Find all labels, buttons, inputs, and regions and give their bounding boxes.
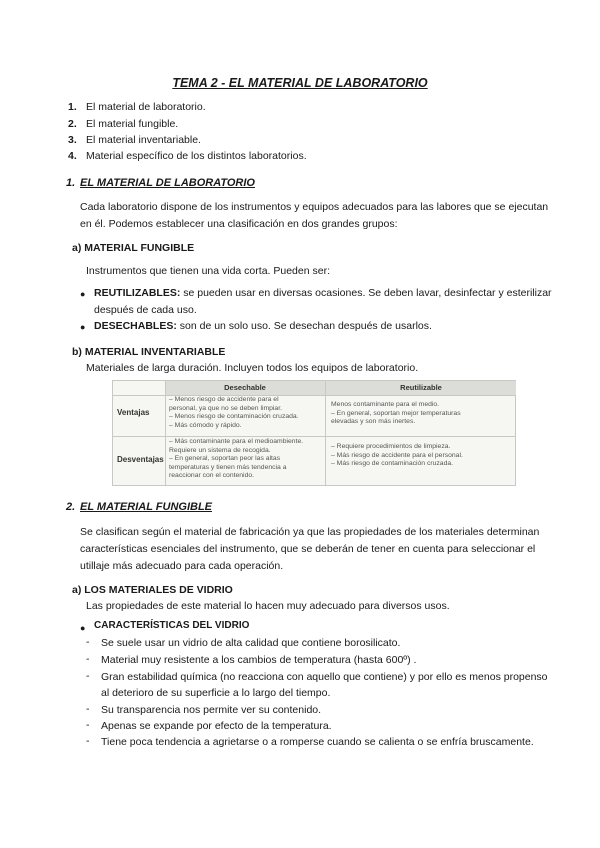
- table-cell-desventajas-reutilizable: [331, 443, 463, 469]
- cell-line: personal, ya que no se deben limpiar.: [169, 404, 282, 412]
- subsection-b-text: Materiales de larga duración. Incluyen todos los equipos de laboratorio.: [86, 362, 419, 374]
- index-item-1: [68, 100, 206, 115]
- index-item-2: [68, 117, 178, 132]
- cell-line: – Menos riesgo de contaminación cruzada.: [169, 413, 299, 421]
- cell-line: – Menos riesgo de accidente para el: [169, 396, 279, 403]
- table-row-label-desventajas: Desventajas: [117, 455, 164, 464]
- section-number: 2.: [66, 501, 76, 513]
- cell-line: – Requiere procedimientos de limpieza.: [331, 443, 451, 450]
- cell-line: – Más contaminante para el medioambiente.: [169, 438, 304, 445]
- cell-line: – Más cómodo y rápido.: [169, 421, 242, 429]
- section-1-heading: [66, 177, 255, 189]
- section-1-intro-line-1: Cada laboratorio dispone de los instrumentos y equipos adecuados para las labores que se ejecutan: [80, 201, 549, 213]
- characteristic-item: Gran estabilidad química (no reacciona con aquello que contiene) y por ello es menos propenso: [101, 671, 548, 683]
- subsection-title: MATERIAL FUNGIBLE: [84, 242, 195, 254]
- bullet-icon: ●: [80, 623, 86, 633]
- characteristics-heading: CARACTERÍSTICAS DEL VIDRIO: [94, 620, 250, 631]
- section-title: EL MATERIAL FUNGIBLE: [80, 501, 212, 513]
- cell-line: – Más riesgo de accidente para el personal.: [331, 451, 463, 459]
- bullet-desechables: [94, 319, 432, 334]
- subsection-a-text: Instrumentos que tienen una vida corta. Pueden ser:: [86, 265, 330, 277]
- table-header-reutilizable: Reutilizable: [326, 381, 516, 395]
- table-cell-desventajas-desechable: [169, 438, 303, 481]
- comparison-table: [112, 380, 516, 486]
- table-row-label-ventajas: Ventajas: [117, 408, 150, 417]
- table-header-desechable: Desechable: [165, 381, 325, 395]
- subsection-b-heading: [72, 346, 225, 358]
- characteristic-item: Apenas se expande por efecto de la temperatura.: [101, 720, 332, 732]
- index-num: 3.: [68, 134, 77, 146]
- characteristic-item: Su transparencia nos permite ver su contenido.: [101, 704, 322, 716]
- dash-icon: -: [86, 653, 90, 665]
- subsection-title: MATERIAL INVENTARIABLE: [84, 346, 226, 358]
- cell-line: – En general, soportan mejor temperaturas: [331, 409, 461, 417]
- cell-line: Menos contaminante para el medio.: [331, 401, 440, 408]
- characteristic-item: Tiene poca tendencia a agrietarse o a romperse cuando se calienta o se enfría bruscamente.: [101, 736, 534, 748]
- index-item-4: [68, 149, 307, 164]
- characteristic-item-continuation: al deterioro de su superficie a lo largo del tiempo.: [101, 687, 331, 699]
- index-text: Material específico de los distintos laboratorios.: [86, 150, 307, 162]
- cell-line: Requiere un sistema de recogida.: [169, 446, 271, 454]
- bullet-icon: ●: [80, 322, 86, 332]
- dash-icon: -: [86, 703, 90, 715]
- subsection-vidrio-heading: [72, 584, 233, 596]
- bullet-term: REUTILIZABLES:: [94, 287, 181, 299]
- section-number: 1.: [66, 177, 76, 189]
- bullet-icon: ●: [80, 289, 86, 299]
- characteristic-item: Se suele usar un vidrio de alta calidad que contiene borosilicato.: [101, 637, 401, 649]
- subsection-vidrio-text: Las propiedades de este material lo hacen muy adecuado para diversos usos.: [86, 600, 450, 612]
- cell-line: – En general, soportan peor las altas: [169, 455, 281, 463]
- section-2-intro-line-3: utillaje más adecuado para cada operación.: [80, 560, 284, 572]
- index-text: El material fungible.: [86, 118, 179, 130]
- characteristic-item: Material muy resistente a los cambios de temperatura (hasta 600º) .: [101, 654, 417, 666]
- dash-icon: -: [86, 735, 90, 747]
- subsection-label: a): [72, 242, 82, 254]
- index-item-3: [68, 133, 201, 148]
- subsection-a-heading: [72, 242, 194, 254]
- section-1-intro-line-2: en él. Podemos establecer una clasificación en dos grandes grupos:: [80, 218, 398, 230]
- subsection-label: b): [72, 346, 82, 358]
- bullet-text: se pueden usar en diversas ocasiones. Se deben lavar, desinfectar y esterilizar: [180, 287, 552, 299]
- bullet-text: son de un solo uso. Se desechan después de usarlos.: [176, 320, 432, 332]
- index-num: 1.: [68, 101, 77, 113]
- cell-line: temperaturas y tienen más tendencia a: [169, 463, 287, 471]
- subsection-title: LOS MATERIALES DE VIDRIO: [84, 584, 233, 596]
- section-2-intro-line-1: Se clasifican según el material de fabricación ya que las propiedades de los materiales determinan: [80, 526, 540, 538]
- dash-icon: -: [86, 636, 90, 648]
- dash-icon: -: [86, 670, 90, 682]
- subsection-label: a): [72, 584, 82, 596]
- dash-icon: -: [86, 719, 90, 731]
- index-text: El material de laboratorio.: [86, 101, 206, 113]
- section-title: EL MATERIAL DE LABORATORIO: [80, 177, 255, 189]
- table-cell-ventajas-desechable: [169, 396, 299, 430]
- bullet-term: DESECHABLES:: [94, 320, 177, 332]
- section-2-intro-line-2: características esenciales del instrumento, que se deberán de tener en cuenta para seleccionar el: [80, 543, 536, 555]
- bullet-reutilizables-line-2: después de cada uso.: [94, 304, 197, 316]
- cell-line: – Más riesgo de contaminación cruzada.: [331, 460, 454, 468]
- index-num: 2.: [68, 118, 77, 130]
- table-cell-ventajas-reutilizable: [331, 401, 461, 427]
- index-text: El material inventariable.: [86, 134, 201, 146]
- index-num: 4.: [68, 150, 77, 162]
- cell-line: reaccionar con el contenido.: [169, 472, 255, 480]
- cell-line: elevadas y son más inertes.: [331, 418, 416, 426]
- section-2-heading: [66, 501, 212, 513]
- page-title: TEMA 2 - EL MATERIAL DE LABORATORIO: [172, 76, 428, 90]
- bullet-reutilizables: [94, 286, 550, 301]
